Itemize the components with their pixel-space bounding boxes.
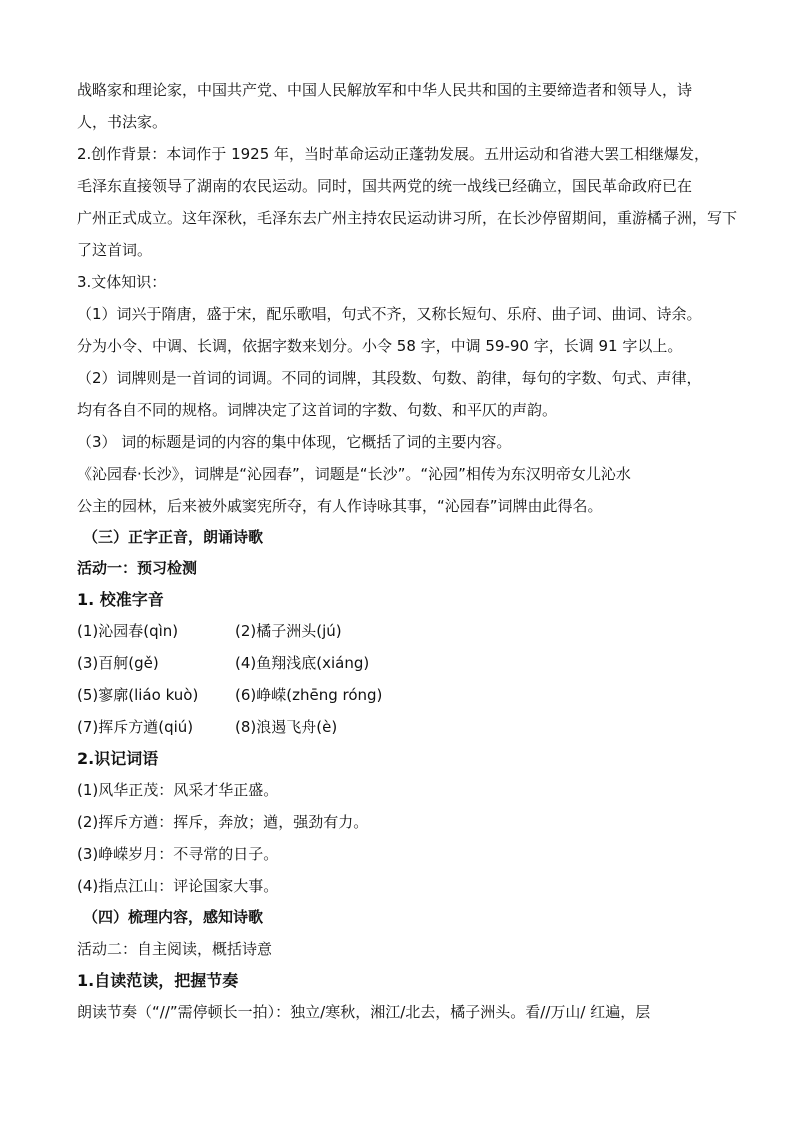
pronunciation-item: (4)鱼翔浅底(xiáng) [235, 654, 370, 672]
pronunciation-item: (8)浪遏飞舟(è) [235, 718, 338, 736]
document-page [77, 74, 738, 1028]
pronunciation-row [77, 647, 727, 679]
pronunciation-item: (5)寥廓(liáo kuò) [77, 686, 199, 704]
text-line: 3.文体知识： [77, 273, 167, 291]
pronunciation-item: (1)沁园春(qìn) [77, 622, 179, 640]
text-line: 广州正式成立。这年深秋，毛泽东去广州主持农民运动讲习所，在长沙停留期间，重游橘子洲，写下 [77, 209, 738, 227]
text-line: （2）词牌则是一首词的词调。不同的词牌，其段数、句数、韵律，每句的字数、句式、声律， [77, 369, 702, 387]
pronunciation-item: (6)峥嵘(zhēng róng) [235, 686, 383, 704]
subsection-heading: 2.识记词语 [77, 749, 159, 768]
section-heading: （三）正字正音，朗诵诗歌 [83, 528, 264, 546]
pronunciation-item: (2)橘子洲头(jú) [235, 622, 342, 640]
text-line: 分为小令、中调、长调，依据字数来划分。小令 58 字，中调 59-90 字，长调 91 字以上。 [77, 337, 683, 355]
text-line: 2.创作背景：本词作于 1925 年，当时革命运动正蓬勃发展。五卅运动和省港大罢工相继爆发， [77, 145, 710, 163]
text-line: 朗读节奏（“//”需停顿长一拍）：独立/寒秋，湘江/北去，橘子洲头。看//万山/ 红遍，层 [77, 1003, 651, 1021]
subsection-heading: 1. 校准字音 [77, 590, 164, 609]
text-line: 均有各自不同的规格。词牌决定了这首词的字数、句数、和平仄的声韵。 [77, 401, 558, 419]
vocab-item: (4)指点江山：评论国家大事。 [77, 877, 279, 895]
text-line: 毛泽东直接领导了湖南的农民运动。同时，国共两党的统一战线已经确立，国民革命政府已在 [77, 177, 693, 195]
subsection-heading: 1.自读范读，把握节奏 [77, 971, 239, 990]
pronunciation-item: (3)百舸(gě) [77, 654, 159, 672]
pronunciation-row [77, 679, 727, 711]
pronunciation-row [77, 711, 727, 743]
text-line: 战略家和理论家，中国共产党、中国人民解放军和中华人民共和国的主要缔造者和领导人，诗 [77, 81, 693, 99]
text-line: 了这首词。 [77, 241, 153, 259]
activity-line: 活动二：自主阅读，概括诗意 [77, 940, 273, 958]
text-line: 人，书法家。 [77, 113, 168, 131]
text-line: 《沁园春·长沙》，词牌是“沁园春”，词题是“长沙”。“沁园”相传为东汉明帝女儿沁水 [77, 465, 631, 483]
vocab-item: (2)挥斥方遒：挥斥，奔放；遒，强劲有力。 [77, 813, 369, 831]
vocab-item: (1)风华正茂：风采才华正盛。 [77, 781, 279, 799]
vocab-item: (3)峥嵘岁月：不寻常的日子。 [77, 845, 279, 863]
pronunciation-row [77, 615, 727, 647]
text-line: 公主的园林，后来被外戚窦宪所夺，有人作诗咏其事，“沁园春”词牌由此得名。 [77, 497, 603, 515]
section-heading: （四）梳理内容，感知诗歌 [83, 908, 264, 926]
activity-heading: 活动一：预习检测 [77, 559, 198, 577]
text-line: （3） 词的标题是词的内容的集中体现，它概括了词的主要内容。 [77, 433, 512, 451]
text-line: （1）词兴于隋唐，盛于宋，配乐歌唱，句式不齐，又称长短句、乐府、曲子词、曲词、诗余。 [77, 305, 702, 323]
pronunciation-item: (7)挥斥方遒(qiú) [77, 718, 194, 736]
